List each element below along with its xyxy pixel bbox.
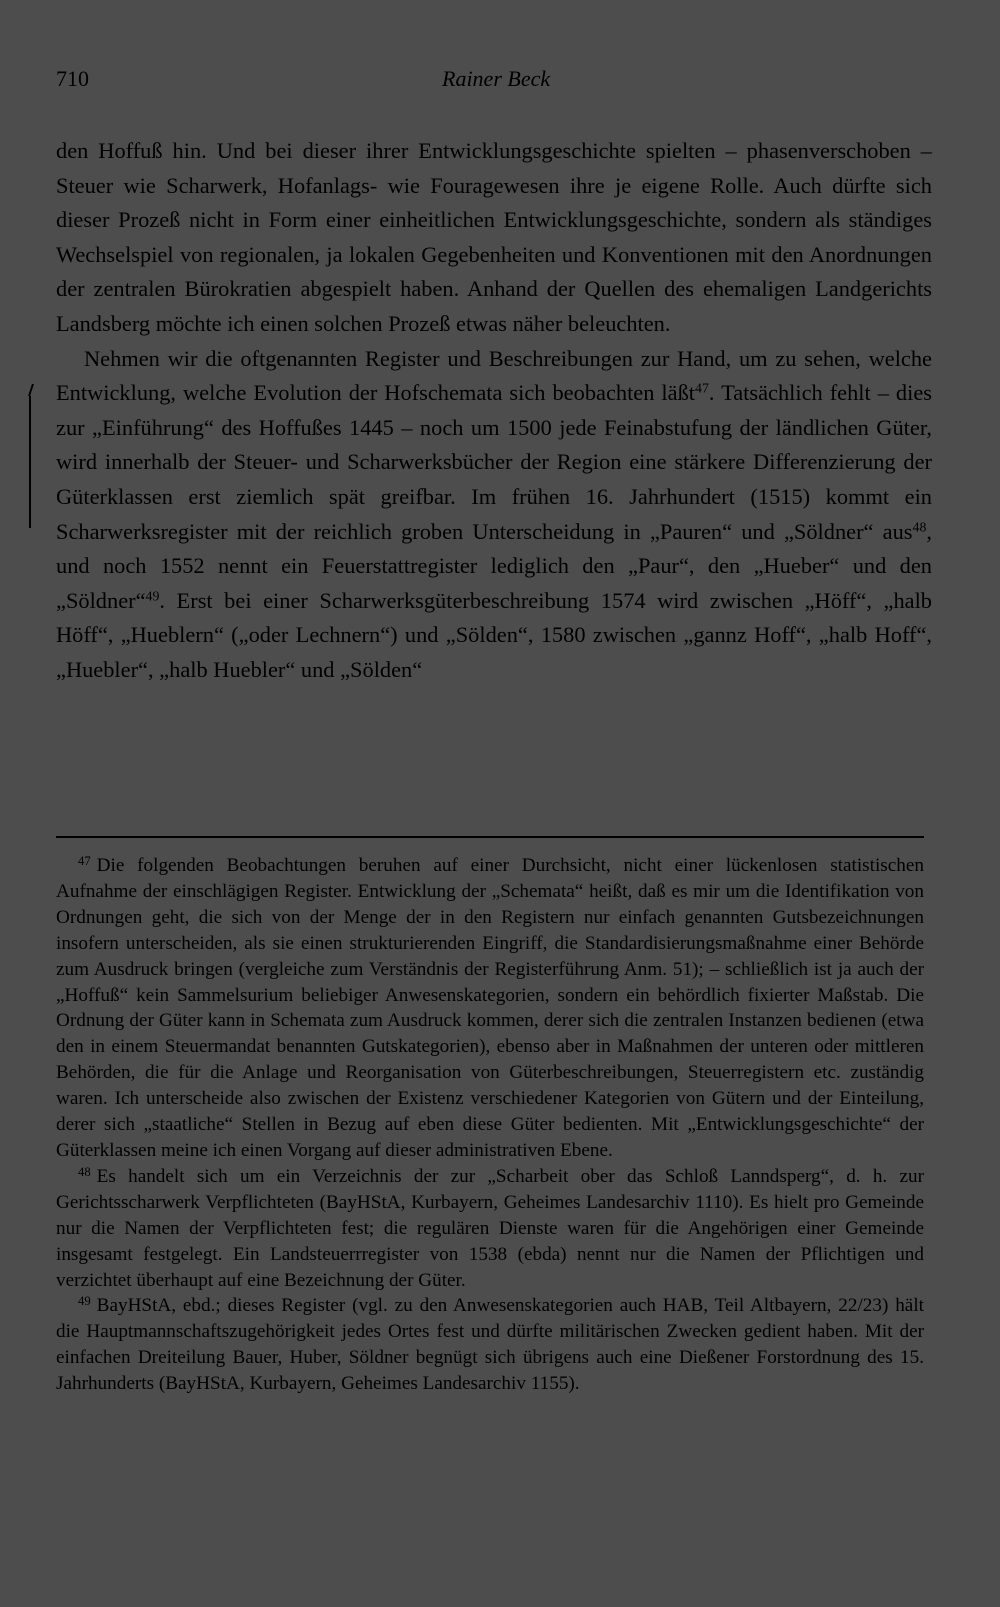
footnote-text: Es handelt sich um ein Verzeichnis der zur „Scharbeit ober das Schloß Lanndsperg“, d. h. zur Gerichtsscharwerk Verpflichteten (BayHStA, Kurbayern, Geheimes Landesarchiv 1110). Es hielt pro Gemeinde nur die Namen der Verpflichteten fest; die regulären Dienste waren für die Angehörigen einer Gemeinde insgesamt festgelegt. Ein Landsteuerrregister von 1538 (ebda) nennt nur die Namen der Pflichtigen und verzichtet überhaupt auf eine Bezeichnung der Güter. (56, 1165, 924, 1291)
paragraph-2 (56, 342, 932, 688)
paragraph-2-part-c: , und noch 1552 nennt ein Feuerstattregister lediglich den „Paur“, den „Hueber“ und den „Söldner“ (56, 518, 932, 613)
footnote-ref-47[interactable]: 47 (695, 381, 709, 397)
footnote-ref-48[interactable]: 48 (912, 519, 927, 535)
margin-annotation-line (29, 396, 31, 528)
paragraph-2-part-a: Nehmen wir die oftgenannten Register und Beschreibungen zur Hand, um zu sehen, welche Entwicklung, welche Evolution der Hofschemata sich beobachten läßt (56, 345, 932, 406)
running-title: Rainer Beck (442, 66, 551, 91)
footnote-49 (56, 1293, 924, 1397)
footnotes (56, 853, 924, 1397)
paragraph-2-part-d: . Erst bei einer Scharwerksgüterbeschreibung 1574 wird zwischen „Höff“, „halb Höff“, „Hueblern“ („oder Lechnern“) und „Sölden“, 1580 zwischen „gannz Hoff“, „halb Hoff“, „Huebler“, „halb Huebler“ und „Sölden“ (56, 587, 932, 682)
footnote-ref-49[interactable]: 49 (145, 589, 160, 605)
footnote-number: 49 (78, 1294, 91, 1309)
running-head (56, 66, 928, 96)
paragraph-1: den Hoffuß hin. Und bei dieser ihrer Entwicklungsgeschichte spielten – phasenverschoben – Steuer wie Scharwerk, Hofanlags- wie Fouragewesen ihre je eigene Rolle. Auch dürfte sich dieser Prozeß nicht in Form einer einheitlichen Entwicklungsgeschichte, sondern als ständiges Wechselspiel von regionalen, ja lokalen Gegebenheiten und Konventionen mit den Anordnungen der zentralen Bürokratien abgespielt haben. Anhand der Quellen des ehemaligen Landgerichts Landsberg möchte ich einen solchen Prozeß etwas näher beleuchten. (56, 138, 932, 336)
main-text (56, 134, 932, 688)
footnote-text: Die folgenden Beobachtungen beruhen auf einer Durchsicht, nicht einer lückenlosen statistischen Aufnahme der einschlägigen Register. Entwicklung der „Schemata“ heißt, daß es mir um die Identifikation von Ordnungen geht, die sich von der Menge der in den Registern nur einfach genannten Gutsbezeichnungen insofern unterscheiden, als sie einen strukturierenden Eingriff, die Standardisierungsmaßnahme einer Behörde zum Ausdruck bringen (vergleiche zum Verständnis der Registerführung Anm. 51); – schließlich ist ja auch der „Hoffuß“ kein Sammelsurium beliebiger Anwesenskategorien, sondern ein behördlich fixierter Maßstab. Die Ordnung der Güter kann in Schemata zum Ausdruck kommen, derer sich die zentralen Instanzen bedienen (etwa den in einem Steuermandat benannten Gutskategorien), ebenso aber in Maßnahmen der unteren oder mittleren Behörden, die für die Anlage und Reorganisation von Güterbeschreibungen, Steuerregistern etc. zuständig waren. Ich unterscheide also zwischen der Existenz verschiedener Kategorien von Gütern und der Einteilung, derer sich „staatliche“ Stellen in Bezug auf eben diese Güter bedienten. Mit „Entwicklungsgeschichte“ der Güterklassen meine ich einen Vorgang auf dieser administrativen Ebene. (56, 855, 924, 1161)
footnote-text: BayHStA, ebd.; dieses Register (vgl. zu den Anwesenskategorien auch HAB, Teil Altbayern, 22/23) hält die Hauptmannschaftszugehörigkeit jedes Ortes fest und dürfte militärischen Zwecken gedient haben. Mit der einfachen Dreiteilung Bauer, Huber, Söldner begnügt sich übrigens auch eine Dießener Forstordnung des 15. Jahrhunderts (BayHStA, Kurbayern, Geheimes Landesarchiv 1155). (56, 1295, 924, 1395)
margin-mark-tick (28, 384, 40, 396)
footnote-47 (56, 853, 924, 1164)
page-number: 710 (56, 66, 89, 91)
footnote-number: 47 (78, 853, 91, 868)
paragraph-2-part-b: . Tatsächlich fehlt – dies zur „Einführung“ des Hoffußes 1445 – noch um 1500 jede Feinabstufung der ländlichen Güter, wird innerhalb der Steuer- und Scharwerksbücher der Region eine stärkere Differenzierung der Güterklassen erst ziemlich spät greifbar. Im frühen 16. Jahrhundert (1515) kommt ein Scharwerksregister mit der reichlich groben Unterscheidung in „Pauren“ und „Söldner“ aus (56, 380, 932, 544)
footnote-number: 48 (78, 1164, 91, 1179)
footnote-48 (56, 1164, 924, 1294)
footnote-divider (56, 836, 924, 838)
